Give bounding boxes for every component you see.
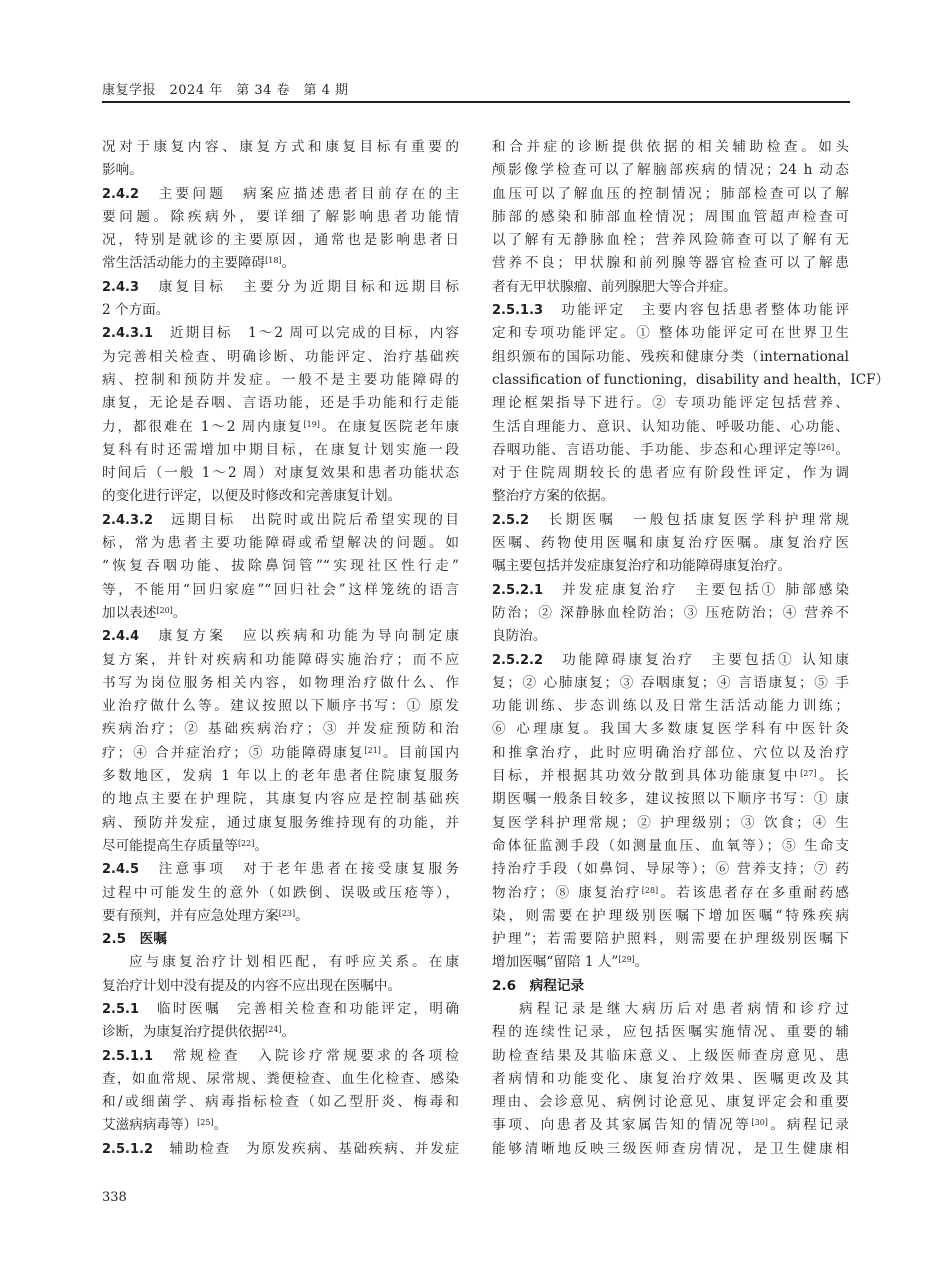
text-line: 况，特别是就诊的主要原因，通常也是影响患者日 <box>102 232 459 249</box>
text-line: 血压可以了解血压的控制情况；肺部检查可以了解 <box>492 185 849 202</box>
text-line: 尽可能提高生存质量等[22]。 <box>102 837 268 854</box>
text-line <box>102 928 459 951</box>
subsection-number: 2.5.2 <box>492 512 549 528</box>
text-line: 复治疗计划中没有提及的内容不应出现在医嘱中。 <box>102 977 402 994</box>
text-line: 持治疗手段（如鼻饲、导尿等）；⑥ 营养支持；⑦ 药 <box>492 861 849 878</box>
subsection-number: 2.5.1.2 <box>102 1141 170 1157</box>
text-line: 程的连续性记录，应包括医嘱实施情况、重要的辅 <box>492 1024 849 1041</box>
text-line: 2.4.2 主要问题 病案应描述患者目前存在的主 <box>102 185 460 202</box>
text-line: 嘱主要包括并发症康复治疗和功能障碍康复治疗。 <box>492 558 792 575</box>
text-line: 加以表述[20]。 <box>102 604 187 621</box>
citation-ref: [29] <box>618 955 635 965</box>
subsection-number: 2.5.2.1 <box>492 582 563 598</box>
text-line: 2.4.5 注意事项 对于老年患者在接受康复服务 <box>102 861 460 878</box>
subsection-number: 2.4.2 <box>102 186 159 202</box>
text-line: 物治疗；⑧ 康复治疗[28]。若该患者存在多重耐药感 <box>492 884 849 901</box>
text-line: classification of functioning，disability and health，ICF） <box>492 371 890 388</box>
subsection-number: 2.5.2.2 <box>492 652 563 668</box>
citation-ref: [30] <box>751 1118 768 1128</box>
text-line: 2.4.3.2 远期目标 出院时或出院后希望实现的目 <box>102 511 460 528</box>
text-line: 标，常为患者主要功能障碍或希望解决的问题。如 <box>102 535 459 552</box>
text-line: 以了解有无静脉血栓；营养风险筛查可以了解有无 <box>492 232 849 249</box>
text-line: 等，不能用“回归家庭”“回归社会”这样笼统的语言 <box>102 581 459 598</box>
text-line: 2.5.2.1 并发症康复治疗 主要包括① 肺部感染 <box>492 581 849 598</box>
subsection-number: 2.4.3.1 <box>102 326 171 342</box>
citation-ref: [27] <box>800 769 817 779</box>
text-line: 2.5.1.2 辅助检查 为原发疾病、基础疾病、并发症 <box>102 1140 460 1157</box>
text-line: 复医学科护理常规；② 护理级别；③ 饮食；④ 生 <box>492 814 849 831</box>
text-line: 诊断，为康复治疗提供依据[24]。 <box>102 1024 296 1041</box>
text-line: 增加医嘱“留陪 1 人”[29]。 <box>492 954 649 971</box>
text-line: 2.4.3.1 近期目标 1～2 周可以完成的目标，内容 <box>102 325 459 342</box>
citation-ref: [20] <box>156 605 173 615</box>
text-line: 况对于康复内容、康复方式和康复目标有重要的 <box>102 139 459 155</box>
text-line: 的地点主要在护理院，其康复内容应是控制基础疾 <box>102 791 459 808</box>
citation-ref: [23] <box>278 908 296 918</box>
text-line: 要有预判，并有应急处理方案[23]。 <box>102 907 309 924</box>
subsection-number: 2.5.1 <box>102 1001 157 1017</box>
text-line: “恢复吞咽功能、拔除鼻饲管”“实现社区性行走” <box>102 558 459 575</box>
text-line: 肺部的感染和肺部血栓情况；周围血管超声检查可 <box>492 208 849 225</box>
subsection-number: 2.4.3.2 <box>102 512 172 528</box>
citation-ref: [28] <box>641 885 659 895</box>
running-header: 康复学报 2024 年 第 34 卷 第 4 期 <box>102 83 349 98</box>
citation-ref: [24] <box>265 1025 282 1035</box>
text-line: 复；② 心肺康复；③ 吞咽康复；④ 言语康复；⑤ 手 <box>492 674 849 691</box>
text-line: 对于住院周期较长的患者应有阶段性评定，作为调 <box>492 465 849 482</box>
citation-ref: [26] <box>817 442 835 452</box>
text-line: 2.4.4 康复方案 应以疾病和功能为导向制定康 <box>102 628 460 645</box>
subsection-number: 2.4.4 <box>102 629 159 645</box>
text-line: ⑥ 心理康复。我国大多数康复医学科有中医针灸 <box>492 721 849 738</box>
text-line: 复方案，并针对疾病和功能障碍实施治疗；而不应 <box>102 651 459 668</box>
text-line: 颅影像学检查可以了解脑部疾病的情况；24 h 动态 <box>492 162 849 179</box>
text-line: 和推拿治疗，此时应明确治疗部位、穴位以及治疗 <box>492 744 849 761</box>
text-line: 营养不良；甲状腺和前列腺等器官检查可以了解患 <box>492 255 849 272</box>
text-line: 防治；② 深静脉血栓防治；③ 压疮防治；④ 营养不 <box>492 604 849 621</box>
text-line: 书写为岗位服务相关内容，如物理治疗做什么、作 <box>102 674 459 691</box>
text-line: 理论框架指导下进行。② 专项功能评定包括营养、 <box>492 395 849 412</box>
text-line: 常生活活动能力的主要障碍[18]。 <box>102 255 296 272</box>
text-line: 2.5.1.1 常规检查 入院诊疗常规要求的各项检 <box>102 1047 460 1064</box>
text-line: 护理”；若需要陪护照料，则需要在护理级别医嘱下 <box>492 931 849 948</box>
citation-ref: [19] <box>303 419 320 429</box>
text-line: 病程记录是继大病历后对患者病情和诊疗过 <box>519 1000 849 1017</box>
text-line: 染，则需要在护理级别医嘱下增加医嘱“特殊疾病 <box>492 907 849 924</box>
text-line: 期医嘱一般条目较多，建议按照以下顺序书写：① 康 <box>492 791 849 808</box>
text-line: 艾滋病病毒等）[25]。 <box>102 1117 228 1134</box>
text-line: 者病情和功能变化、康复治疗效果、医嘱更改及其 <box>492 1070 849 1087</box>
text-line: 2.5.1 临时医嘱 完善相关检查和功能评定，明确 <box>102 1000 460 1017</box>
text-line: 良防治。 <box>492 628 547 645</box>
right-column <box>492 136 890 1161</box>
text-line: 命体征监测手段（如测量血压、血氧等）；⑤ 生命支 <box>492 837 849 854</box>
text-line: 定和专项功能评定。① 整体功能评定可在世界卫生 <box>492 325 849 342</box>
citation-ref: [21] <box>364 745 381 755</box>
text-line: 时间后（一般 1～2 周）对康复效果和患者功能状态 <box>102 465 459 482</box>
text-line: 疾病治疗；② 基础疾病治疗；③ 并发症预防和治 <box>102 721 459 738</box>
page-number: 338 <box>102 1190 127 1205</box>
text-line: 应与康复治疗计划相匹配，有呼应关系。在康 <box>129 954 459 971</box>
text-line: 为完善相关检查、明确诊断、功能评定、治疗基础疾 <box>102 348 459 365</box>
section-heading: 2.6 病程记录 <box>492 977 585 994</box>
text-line: 2 个方面。 <box>102 302 170 319</box>
text-line: 查，如血常规、尿常规、粪便检查、血生化检查、感染 <box>102 1070 459 1087</box>
text-line: 事项、向患者及其家属告知的情况等[30]。病程记录 <box>492 1117 850 1134</box>
text-line: 影响。 <box>102 162 143 179</box>
text-line: 理由、会诊意见、病例讨论意见、康复评定会和重要 <box>492 1094 849 1111</box>
section-heading: 2.5 医嘱 <box>102 931 167 948</box>
citation-ref: [22] <box>237 838 255 848</box>
subsection-number: 2.4.5 <box>102 862 159 878</box>
text-line: 助检查结果及其临床意义、上级医师查房意见、患 <box>492 1047 849 1064</box>
text-line: 吞咽功能、言语功能、手功能、步态和心理评定等[26]。 <box>492 441 850 458</box>
text-line: 病、预防并发症，通过康复服务维持现有的功能，并 <box>102 814 459 831</box>
text-line: 生活自理能力、意识、认知功能、呼吸功能、心功能、 <box>492 418 849 435</box>
text-line: 过程中可能发生的意外（如跌倒、误吸或压疮等）， <box>102 884 459 901</box>
subsection-number: 2.4.3 <box>102 279 159 295</box>
left-column <box>102 136 459 1161</box>
citation-ref: [25] <box>197 1118 214 1128</box>
text-line: 能够清晰地反映三级医师查房情况，是卫生健康相 <box>492 1140 849 1157</box>
text-line: 2.5.2 长期医嘱 一般包括康复医学科护理常规 <box>492 511 850 528</box>
subsection-number: 2.5.1.3 <box>492 303 562 319</box>
text-line: 整治疗方案的依据。 <box>492 488 615 505</box>
text-line: 业治疗做什么等。建议按照以下顺序书写：① 原发 <box>102 698 459 715</box>
text-line: 2.4.3 康复目标 主要分为近期目标和远期目标 <box>102 278 460 295</box>
text-line: 疗；④ 合并症治疗；⑤ 功能障碍康复[21]。目前国内 <box>102 744 459 761</box>
subsection-number: 2.5.1.1 <box>102 1048 173 1064</box>
text-line: 目标，并根据其功效分散到具体功能康复中[27]。长 <box>492 768 849 785</box>
text-line: 和/或细菌学、病毒指标检查（如乙型肝炎、梅毒和 <box>102 1094 459 1111</box>
text-line: 组织颁布的国际功能、残疾和健康分类（international <box>492 348 849 365</box>
header-rule <box>102 101 850 103</box>
text-line: 病、控制和预防并发症。一般不是主要功能障碍的 <box>102 371 459 388</box>
text-line: 功能训练、步态训练以及日常生活活动能力训练； <box>492 698 849 715</box>
text-line: 多数地区，发病 1 年以上的老年患者住院康复服务 <box>102 768 459 785</box>
text-line: 要问题。除疾病外，要详细了解影响患者功能情 <box>102 208 459 225</box>
text-line: 力，都很难在 1～2 周内康复[19]。在康复医院老年康 <box>102 418 459 435</box>
text-line: 医嘱、药物使用医嘱和康复治疗医嘱。康复治疗医 <box>492 535 849 552</box>
text-line: 2.5.2.2 功能障碍康复治疗 主要包括① 认知康 <box>492 651 849 668</box>
text-line: 复科有时还需增加中期目标，在康复计划实施一段 <box>102 441 459 458</box>
citation-ref: [18] <box>265 256 282 266</box>
text-line: 者有无甲状腺瘤、前列腺肥大等合并症。 <box>492 278 737 295</box>
text-line <box>492 975 849 998</box>
text-line: 和合并症的诊断提供依据的相关辅助检查。如头 <box>492 139 849 155</box>
text-line: 的变化进行评定，以便及时修改和完善康复计划。 <box>102 488 402 505</box>
text-line: 康复，无论是吞咽、言语功能，还是手功能和行走能 <box>102 395 459 412</box>
text-line: 2.5.1.3 功能评定 主要内容包括患者整体功能评 <box>492 302 850 319</box>
